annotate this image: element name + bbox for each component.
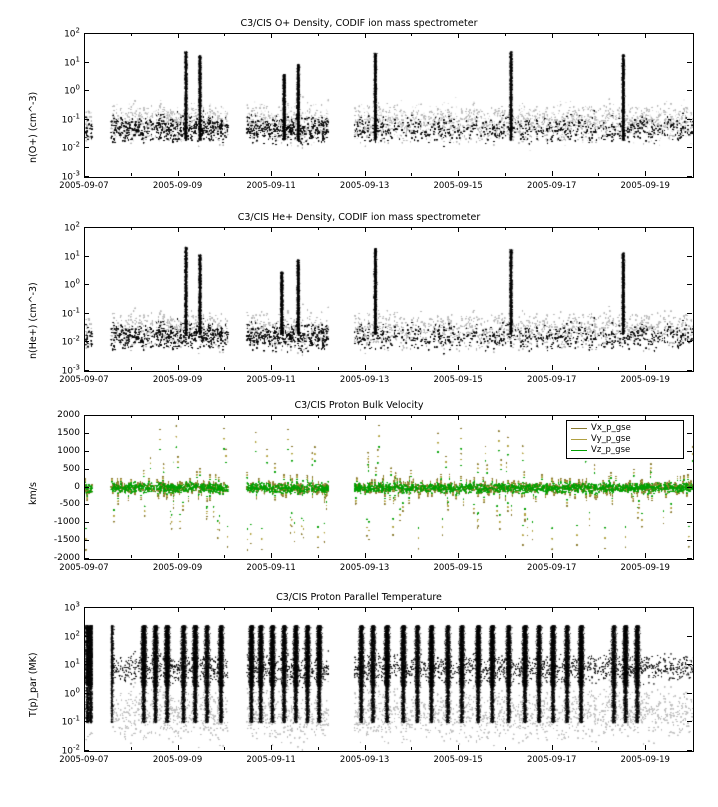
x-tick-label: 2005-09-17	[526, 181, 577, 191]
x-tick-mark	[271, 607, 272, 612]
y-tick-label: 2000	[57, 410, 80, 420]
data-layer-he-plus-density	[85, 228, 693, 371]
y-tick-mark	[84, 636, 89, 637]
y-tick-label: $10^{-3}$	[61, 169, 80, 183]
x-tick-mark-minor	[131, 33, 132, 36]
x-tick-label: 2005-09-19	[620, 563, 670, 573]
x-tick-mark	[645, 365, 646, 370]
plot-frame-he-plus-density	[84, 227, 694, 372]
x-tick-label: 2005-09-17	[526, 755, 577, 765]
y-tick-mark	[84, 693, 89, 694]
x-tick-mark-minor	[224, 607, 225, 610]
y-tick-label: $10^{-3}$	[61, 363, 80, 377]
panel-title-o-plus-density: C3/CIS O+ Density, CODIF ion mass spectrometer	[240, 18, 478, 29]
y-tick-mark	[84, 256, 89, 257]
x-tick-label: 2005-09-19	[620, 181, 670, 191]
y-tick-label: $10^0$	[64, 686, 80, 700]
axis-label-proton-bulk-velocity: km/s	[28, 482, 39, 505]
x-tick-mark-minor	[318, 227, 319, 230]
y-tick-label: $10^{-2}$	[61, 334, 80, 348]
x-tick-mark-minor	[131, 173, 132, 176]
y-tick-mark	[687, 62, 692, 63]
x-tick-mark-minor	[131, 607, 132, 610]
x-tick-mark-minor	[505, 555, 506, 558]
x-tick-mark-minor	[411, 555, 412, 558]
x-tick-mark	[84, 415, 85, 420]
x-tick-mark	[365, 365, 366, 370]
y-tick-mark	[84, 664, 89, 665]
legend-swatch-vx	[571, 426, 587, 432]
panel-o-plus-density	[0, 18, 718, 198]
panel-title-proton-parallel-temperature: C3/CIS Proton Parallel Temperature	[276, 592, 442, 603]
y-tick-label: -1500	[53, 535, 80, 546]
x-tick-mark-minor	[505, 367, 506, 370]
y-tick-mark	[84, 370, 89, 371]
x-tick-mark	[178, 415, 179, 420]
x-tick-mark	[552, 227, 553, 232]
x-tick-mark	[84, 227, 85, 232]
x-tick-mark	[552, 33, 553, 38]
x-tick-mark	[552, 553, 553, 558]
x-tick-label: 2005-09-13	[339, 563, 390, 573]
y-tick-mark	[84, 284, 89, 285]
y-tick-mark	[84, 176, 89, 177]
y-tick-mark	[687, 721, 692, 722]
x-tick-mark-minor	[411, 33, 412, 36]
y-tick-label: $10^1$	[64, 249, 80, 263]
legend-swatch-vz	[571, 448, 587, 454]
legend-item-vz	[571, 445, 679, 456]
x-tick-mark	[458, 745, 459, 750]
y-tick-mark	[687, 750, 692, 751]
x-tick-mark-minor	[505, 747, 506, 750]
x-tick-mark-minor	[505, 173, 506, 176]
x-tick-mark-minor	[224, 555, 225, 558]
x-tick-mark	[552, 607, 553, 612]
x-tick-label: 2005-09-15	[433, 563, 483, 573]
panel-title-proton-bulk-velocity: C3/CIS Proton Bulk Velocity	[294, 400, 424, 411]
y-tick-label: 1500	[57, 427, 80, 438]
x-tick-label: 2005-09-11	[246, 755, 296, 765]
x-tick-label: 2005-09-11	[246, 375, 296, 385]
x-tick-mark	[84, 553, 85, 558]
x-tick-mark	[178, 33, 179, 38]
y-tick-mark	[687, 147, 692, 148]
x-tick-mark	[271, 415, 272, 420]
x-tick-mark	[458, 365, 459, 370]
x-tick-mark-minor	[318, 173, 319, 176]
y-tick-mark	[687, 636, 692, 637]
x-tick-mark-minor	[131, 747, 132, 750]
x-tick-label: 2005-09-13	[339, 755, 390, 765]
x-tick-label: 2005-09-19	[620, 755, 670, 765]
x-tick-mark-minor	[505, 607, 506, 610]
x-tick-mark	[271, 553, 272, 558]
y-tick-mark	[687, 227, 692, 228]
panel-title-he-plus-density: C3/CIS He+ Density, CODIF ion mass spectrometer	[237, 212, 481, 223]
axis-label-o-plus-density: n(O+) (cm^-3)	[28, 91, 39, 163]
x-tick-mark	[84, 33, 85, 38]
x-tick-mark	[178, 607, 179, 612]
y-tick-mark	[84, 62, 89, 63]
x-tick-mark	[84, 171, 85, 176]
x-tick-mark	[365, 607, 366, 612]
y-tick-label: -500	[59, 499, 80, 510]
x-tick-label: 2005-09-17	[526, 375, 577, 385]
y-tick-label: $10^2$	[64, 26, 80, 40]
x-tick-mark	[178, 553, 179, 558]
y-tick-mark	[687, 558, 692, 559]
x-tick-label: 2005-09-13	[339, 375, 390, 385]
x-tick-mark	[458, 607, 459, 612]
x-tick-mark-minor	[598, 173, 599, 176]
y-tick-mark	[84, 487, 89, 488]
legend-label-vz: Vz_p_gse	[591, 445, 631, 455]
x-tick-mark	[178, 171, 179, 176]
y-tick-label: $10^2$	[64, 220, 80, 234]
x-tick-mark-minor	[411, 173, 412, 176]
y-tick-mark	[84, 540, 89, 541]
x-tick-mark	[271, 33, 272, 38]
x-tick-mark	[645, 415, 646, 420]
x-tick-mark-minor	[598, 227, 599, 230]
x-tick-mark	[84, 607, 85, 612]
x-tick-mark-minor	[224, 227, 225, 230]
x-tick-mark	[365, 415, 366, 420]
x-tick-mark	[84, 745, 85, 750]
y-tick-mark	[84, 433, 89, 434]
x-tick-mark-minor	[505, 227, 506, 230]
x-tick-mark-minor	[505, 415, 506, 418]
x-tick-mark-minor	[224, 415, 225, 418]
x-tick-mark-minor	[318, 367, 319, 370]
x-tick-label: 2005-09-15	[433, 375, 483, 385]
y-tick-mark	[687, 664, 692, 665]
legend-swatch-vy	[571, 437, 587, 443]
x-tick-mark	[178, 745, 179, 750]
y-tick-mark	[687, 607, 692, 608]
y-tick-mark	[687, 504, 692, 505]
y-tick-label: -1000	[53, 517, 80, 528]
x-tick-mark	[178, 227, 179, 232]
x-tick-mark	[271, 745, 272, 750]
y-tick-mark	[687, 540, 692, 541]
x-tick-mark-minor	[598, 33, 599, 36]
x-tick-mark-minor	[598, 367, 599, 370]
plot-frame-o-plus-density	[84, 33, 694, 178]
x-tick-mark-minor	[598, 415, 599, 418]
x-tick-label: 2005-09-09	[152, 375, 203, 385]
x-tick-mark-minor	[598, 555, 599, 558]
x-tick-label: 2005-09-07	[59, 181, 109, 191]
y-tick-label: 1000	[57, 445, 80, 456]
axis-label-he-plus-density: n(He+) (cm^-3)	[28, 282, 39, 359]
y-tick-label: $10^3$	[64, 600, 80, 614]
x-tick-mark-minor	[318, 555, 319, 558]
y-tick-mark	[84, 469, 89, 470]
x-tick-label: 2005-09-19	[620, 375, 670, 385]
y-tick-mark	[84, 721, 89, 722]
x-tick-mark-minor	[318, 415, 319, 418]
x-tick-mark-minor	[411, 227, 412, 230]
x-tick-mark-minor	[411, 367, 412, 370]
y-tick-label: $10^2$	[64, 629, 80, 643]
y-tick-mark	[687, 119, 692, 120]
x-tick-mark	[552, 415, 553, 420]
x-tick-mark-minor	[505, 33, 506, 36]
x-tick-mark	[645, 607, 646, 612]
y-tick-mark	[84, 147, 89, 148]
x-tick-mark-minor	[598, 747, 599, 750]
legend-proton-bulk-velocity	[566, 420, 684, 459]
x-tick-label: 2005-09-09	[152, 181, 203, 191]
x-tick-mark-minor	[318, 747, 319, 750]
y-tick-mark	[687, 693, 692, 694]
y-tick-mark	[687, 451, 692, 452]
y-tick-label: $10^{-1}$	[61, 306, 80, 320]
x-tick-mark-minor	[224, 367, 225, 370]
x-tick-label: 2005-09-09	[152, 755, 203, 765]
x-tick-mark	[645, 553, 646, 558]
x-tick-mark-minor	[224, 33, 225, 36]
data-layer-proton-parallel-temperature	[85, 608, 693, 751]
y-tick-label: $10^{-2}$	[61, 743, 80, 757]
x-tick-label: 2005-09-09	[152, 563, 203, 573]
x-tick-mark	[271, 365, 272, 370]
y-tick-mark	[84, 341, 89, 342]
y-tick-mark	[687, 415, 692, 416]
x-tick-mark	[552, 365, 553, 370]
x-tick-mark	[645, 745, 646, 750]
x-tick-mark-minor	[131, 415, 132, 418]
legend-item-vx	[571, 423, 679, 434]
x-tick-mark	[458, 171, 459, 176]
x-tick-mark-minor	[411, 747, 412, 750]
y-tick-mark	[687, 522, 692, 523]
x-tick-label: 2005-09-07	[59, 563, 109, 573]
x-tick-label: 2005-09-07	[59, 375, 109, 385]
x-tick-mark-minor	[224, 747, 225, 750]
y-tick-mark	[84, 119, 89, 120]
y-tick-mark	[84, 451, 89, 452]
x-tick-mark-minor	[411, 415, 412, 418]
y-tick-mark	[687, 256, 692, 257]
x-tick-mark-minor	[131, 555, 132, 558]
x-tick-mark	[271, 227, 272, 232]
y-tick-label: 500	[62, 463, 80, 474]
x-tick-mark	[552, 745, 553, 750]
plot-frame-proton-parallel-temperature	[84, 607, 694, 752]
x-tick-label: 2005-09-07	[59, 755, 109, 765]
x-tick-mark	[552, 171, 553, 176]
y-tick-mark	[84, 313, 89, 314]
y-tick-mark	[687, 284, 692, 285]
x-tick-mark	[178, 365, 179, 370]
y-tick-mark	[687, 176, 692, 177]
y-tick-mark	[687, 33, 692, 34]
data-layer-o-plus-density	[85, 34, 693, 177]
y-tick-mark	[687, 313, 692, 314]
y-tick-label: $10^{-2}$	[61, 140, 80, 154]
y-tick-label: $10^0$	[64, 277, 80, 291]
x-tick-mark-minor	[411, 607, 412, 610]
y-tick-label: $10^1$	[64, 657, 80, 671]
y-tick-mark	[687, 90, 692, 91]
y-tick-label: $10^{-1}$	[61, 714, 80, 728]
x-tick-mark	[365, 33, 366, 38]
y-tick-label: -2000	[53, 553, 80, 563]
legend-item-vy	[571, 434, 679, 445]
x-tick-mark-minor	[598, 607, 599, 610]
x-tick-mark	[458, 553, 459, 558]
x-tick-label: 2005-09-15	[433, 181, 483, 191]
legend-label-vy: Vy_p_gse	[591, 434, 631, 444]
x-tick-mark-minor	[131, 227, 132, 230]
x-tick-mark	[458, 415, 459, 420]
x-tick-mark	[645, 227, 646, 232]
x-tick-mark	[271, 171, 272, 176]
y-tick-label: $10^1$	[64, 55, 80, 69]
y-tick-mark	[84, 558, 89, 559]
y-tick-mark	[84, 504, 89, 505]
x-tick-label: 2005-09-11	[246, 563, 296, 573]
y-tick-mark	[687, 469, 692, 470]
y-tick-label: 0	[74, 481, 80, 492]
y-tick-mark	[687, 487, 692, 488]
y-tick-label: $10^{-1}$	[61, 112, 80, 126]
y-tick-mark	[84, 522, 89, 523]
y-tick-mark	[687, 341, 692, 342]
x-tick-mark	[365, 553, 366, 558]
x-tick-mark-minor	[318, 33, 319, 36]
x-tick-mark	[458, 33, 459, 38]
x-tick-mark-minor	[224, 173, 225, 176]
x-tick-mark	[365, 745, 366, 750]
x-tick-mark	[365, 227, 366, 232]
x-tick-mark-minor	[318, 607, 319, 610]
legend-label-vx: Vx_p_gse	[591, 423, 631, 433]
x-tick-mark-minor	[131, 367, 132, 370]
panel-proton-bulk-velocity	[0, 400, 718, 585]
y-tick-mark	[687, 433, 692, 434]
y-tick-mark	[84, 90, 89, 91]
x-tick-mark	[458, 227, 459, 232]
x-tick-mark	[365, 171, 366, 176]
panel-he-plus-density	[0, 212, 718, 392]
x-tick-mark	[84, 365, 85, 370]
x-tick-mark	[645, 171, 646, 176]
x-tick-label: 2005-09-15	[433, 755, 483, 765]
y-tick-mark	[84, 750, 89, 751]
axis-label-proton-parallel-temperature: T(p)_par (MK)	[28, 652, 39, 717]
x-tick-label: 2005-09-17	[526, 563, 577, 573]
x-tick-mark	[645, 33, 646, 38]
x-tick-label: 2005-09-11	[246, 181, 296, 191]
panel-proton-parallel-temperature	[0, 592, 718, 782]
x-tick-label: 2005-09-13	[339, 181, 390, 191]
y-tick-mark	[687, 370, 692, 371]
y-tick-label: $10^0$	[64, 83, 80, 97]
